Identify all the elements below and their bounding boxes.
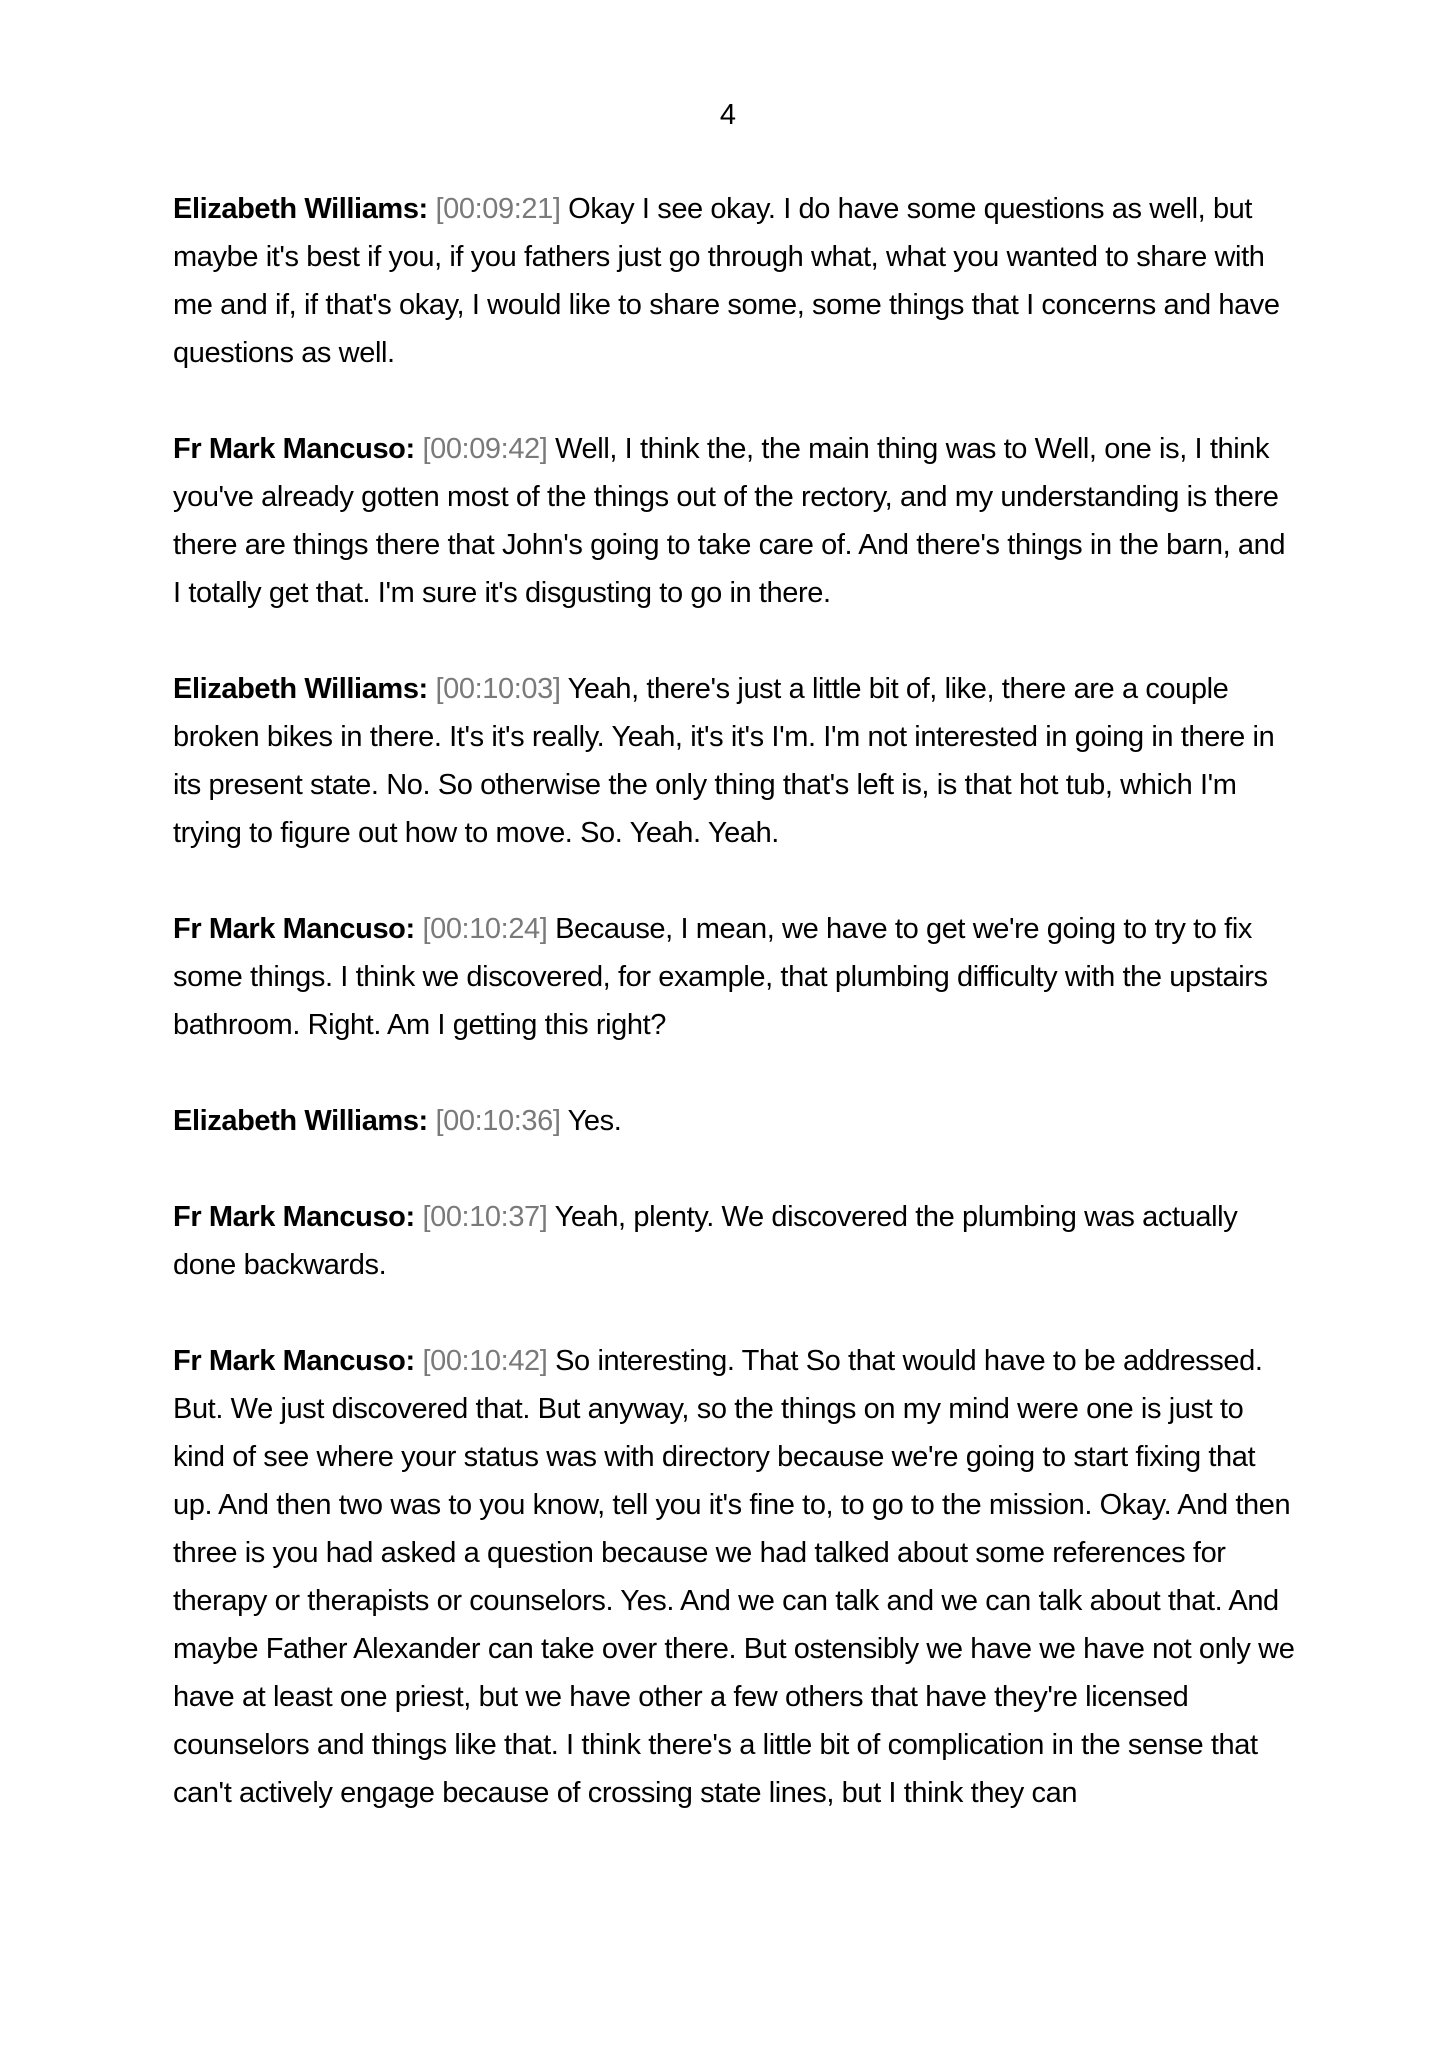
timestamp: [00:10:24]	[422, 913, 548, 945]
entry-text: Yeah, there's just a little bit of, like, there are a couple broken bikes in there. It's it's really. Yeah, it's it's I'm. I'm not interested in going in there in its present state. No. So otherwise the only thing that's left is, is that hot tub, which I'm trying to figure out how to move. So. Yeah. Yeah.	[173, 673, 1275, 849]
entry-text: Yes.	[567, 1105, 622, 1137]
transcript	[173, 185, 1298, 1865]
transcript-entry	[173, 1337, 1298, 1817]
entry-text: Okay I see okay. I do have some questions as well, but maybe it's best if you, if you fathers just go through what, what you wanted to share with me and if, if that's okay, I would like to share some, some things that I concerns and have questions as well.	[173, 193, 1280, 369]
entry-text: Well, I think the, the main thing was to Well, one is, I think you've already gotten most of the things out of the rectory, and my understanding is there there are things there that John's going to take care of. And there's things in the barn, and I totally get that. I'm sure it's disgusting to go in there.	[173, 433, 1286, 609]
entry-text: Because, I mean, we have to get we're going to try to fix some things. I think we discovered, for example, that plumbing difficulty with the upstairs bathroom. Right. Am I getting this right?	[173, 913, 1268, 1041]
speaker-name: Fr Mark Mancuso:	[173, 913, 415, 945]
timestamp: [00:10:36]	[435, 1105, 561, 1137]
transcript-entry	[173, 905, 1298, 1049]
transcript-entry	[173, 1097, 1298, 1145]
transcript-entry	[173, 425, 1298, 617]
timestamp: [00:09:42]	[422, 433, 548, 465]
timestamp: [00:10:03]	[435, 673, 561, 705]
timestamp: [00:10:37]	[422, 1201, 548, 1233]
speaker-name: Elizabeth Williams:	[173, 193, 428, 225]
speaker-name: Fr Mark Mancuso:	[173, 1201, 415, 1233]
entry-text: Yeah, plenty. We discovered the plumbing was actually done backwards.	[173, 1201, 1238, 1281]
timestamp: [00:09:21]	[435, 193, 561, 225]
speaker-name: Elizabeth Williams:	[173, 1105, 428, 1137]
transcript-entry	[173, 1193, 1298, 1289]
speaker-name: Elizabeth Williams:	[173, 673, 428, 705]
speaker-name: Fr Mark Mancuso:	[173, 1345, 415, 1377]
page-number: 4	[719, 99, 737, 131]
transcript-entry	[173, 665, 1298, 857]
speaker-name: Fr Mark Mancuso:	[173, 433, 415, 465]
timestamp: [00:10:42]	[422, 1345, 548, 1377]
entry-text: So interesting. That So that would have to be addressed. But. We just discovered that. But anyway, so the things on my mind were one is just to kind of see where your status was with directory because we're going to start fixing that up. And then two was to you know, tell you it's fine to, to go to the mission. Okay. And then three is you had asked a question because we had talked about some references for therapy or therapists or counselors. Yes. And we can talk and we can talk about that. And maybe Father Alexander can take over there. But ostensibly we have we have not only we have at least one priest, but we have other a few others that have they're licensed counselors and things like that. I think there's a little bit of complication in the sense that can't actively engage because of crossing state lines, but I think they can	[173, 1345, 1295, 1809]
transcript-entry	[173, 185, 1298, 377]
